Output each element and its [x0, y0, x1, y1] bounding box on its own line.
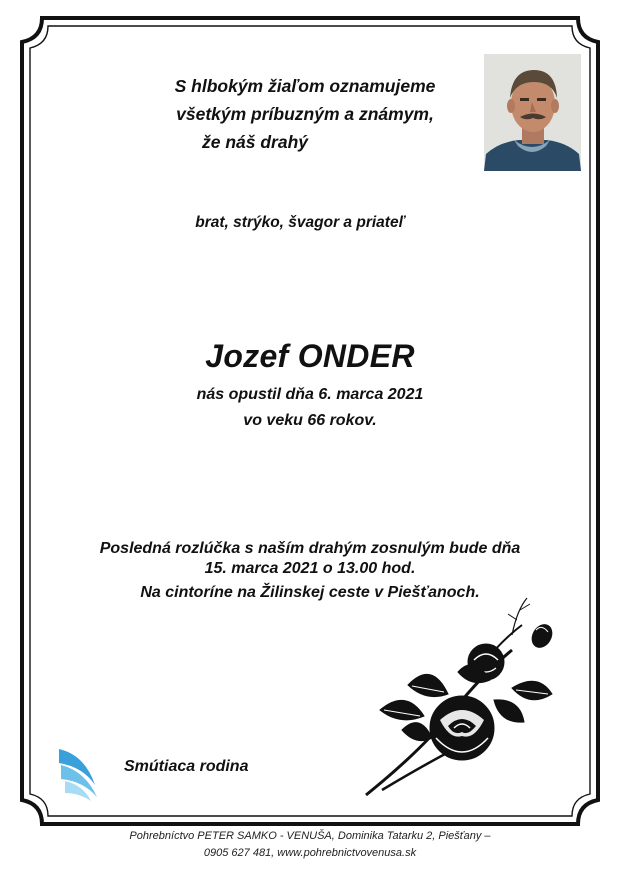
farewell-line-1: Posledná rozlúčka s naším drahým zosnulým bude dňa: [99, 540, 521, 557]
portrait-photo: [484, 54, 581, 171]
wave-logo-icon: [55, 745, 101, 801]
signature-family: Smútiaca rodina: [124, 758, 249, 775]
intro-line-1: S hlbokým žiaľom oznamujeme: [174, 76, 436, 96]
age-line: vo veku 66 rokov.: [243, 412, 377, 429]
footer-line-1: Pohrebníctvo PETER SAMKO - VENUŠA, Dominika Tatarku 2, Piešťany –: [129, 830, 491, 842]
farewell-line-2: 15. marca 2021 o 13.00 hod.: [204, 560, 416, 577]
deceased-name: Jozef ONDER: [205, 338, 415, 374]
farewell-line-3: Na cintoríne na Žilinskej ceste v Piešťanoch.: [140, 584, 480, 601]
intro-line-2: všetkým príbuzným a známym,: [176, 104, 434, 124]
died-date-line: nás opustil dňa 6. marca 2021: [196, 386, 424, 403]
rose-illustration: [362, 590, 562, 800]
footer-line-2: 0905 627 481, www.pohrebnictvovenusa.sk: [203, 847, 417, 859]
relation-line: brat, strýko, švagor a priateľ: [195, 214, 405, 231]
intro-line-3: že náš drahý: [201, 132, 309, 152]
